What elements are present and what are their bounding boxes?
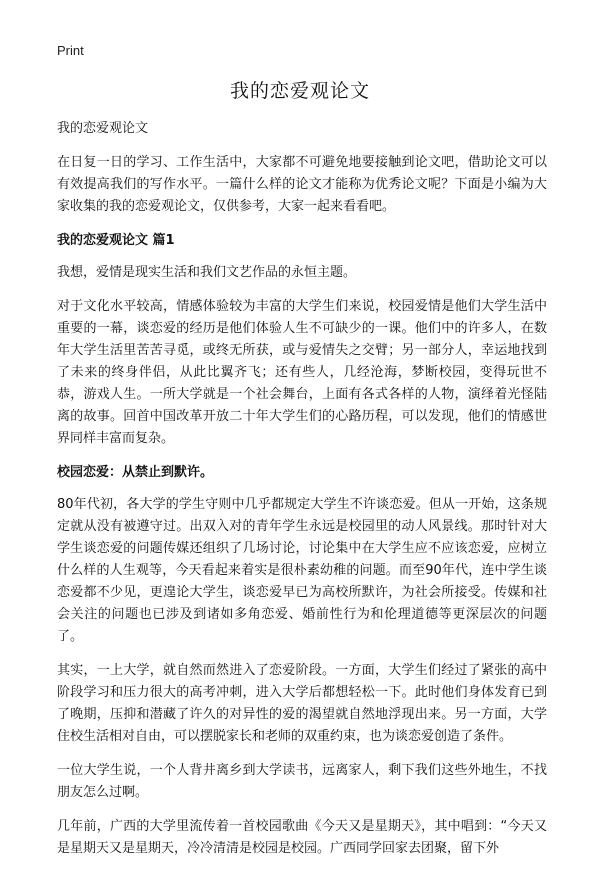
document-subtitle: 我的恋爱观论文 bbox=[57, 121, 149, 136]
paragraph-6: 几年前，广西的大学里流传着一首校园歌曲《今天又是星期天》，其中唱到：“今天又是星期天又是星期天，冷冷清清是校园是校园。广西同学回家去团聚，留下外 bbox=[57, 819, 547, 856]
paragraph-1: 我想，爱情是现实生活和我们文艺作品的永恒主题。 bbox=[57, 265, 357, 280]
paragraph-3: 80年代初，各大学的学生守则中几乎都规定大学生不许谈恋爱。但从一开始，这条规定就从没有被遵守过。出双入对的青年学生永远是校园里的动人风景线。那时针对大学生谈恋爱的问题传媒还组织了几场讨论，讨论集中在大学生应不应该恋爱，应树立什么样的人生观等，今天看起来着实是很朴素幼稚的问题。而至90年代，连中学生谈恋爱都不少见，更遑论大学生，谈恋爱早已为高校所默许，为社会所接受。传媒和社会关注的问题也已涉及到诸如多角恋爱、婚前性行为和伦理道德等更深层次的问题了。 bbox=[57, 497, 547, 644]
paragraph-2: 对于文化水平较高，情感体验较为丰富的大学生们来说，校园爱情是他们大学生活中重要的一幕，谈恋爱的经历是他们体验人生不可缺少的一课。他们中的许多人，在数年大学生活里苦苦寻觅，或终无所获，或与爱情失之交臂；另一部分人，幸运地找到了未来的终身伴侣，从此比翼齐飞；还有些人，几经沧海，梦断校园，变得玩世不恭，游戏人生。一所大学就是一个社会舞台，上面有各式各样的人物，演绎着光怪陆离的故事。回首中国改革开放二十年大学生们的心路历程，可以发现，他们的情感世界同样丰富而复杂。 bbox=[57, 299, 547, 446]
section-heading: 我的恋爱观论文 篇1 bbox=[57, 233, 175, 248]
paragraph-5: 一位大学生说，一个人背井离乡到大学读书，远离家人，剩下我们这些外地生，不找朋友怎么过啊。 bbox=[57, 763, 547, 800]
subheading: 校园恋爱：从禁止到默许。 bbox=[57, 465, 214, 480]
intro-paragraph: 在日复一日的学习、工作生活中，大家都不可避免地要接触到论文吧，借助论文可以有效提高我们的写作水平。一篇什么样的论文才能称为优秀论文呢？下面是小编为大家收集的我的恋爱观论文，仅供参考，大家一起来看看吧。 bbox=[57, 155, 547, 214]
print-link[interactable]: Print bbox=[57, 43, 84, 58]
paragraph-4: 其实，一上大学，就自然而然进入了恋爱阶段。一方面，大学生们经过了紧张的高中阶段学习和压力很大的高考冲刺，进入大学后都想轻松一下。此时他们身体发育已到了晚期，压抑和潜藏了许久的对异性的爱的渴望就自然地浮现出来。另一方面，大学住校生活相对自由，可以摆脱家长和老师的双重约束，也为谈恋爱创造了条件。 bbox=[57, 663, 547, 744]
document-body bbox=[57, 118, 547, 872]
document-title: 我的恋爱观论文 bbox=[229, 80, 370, 102]
